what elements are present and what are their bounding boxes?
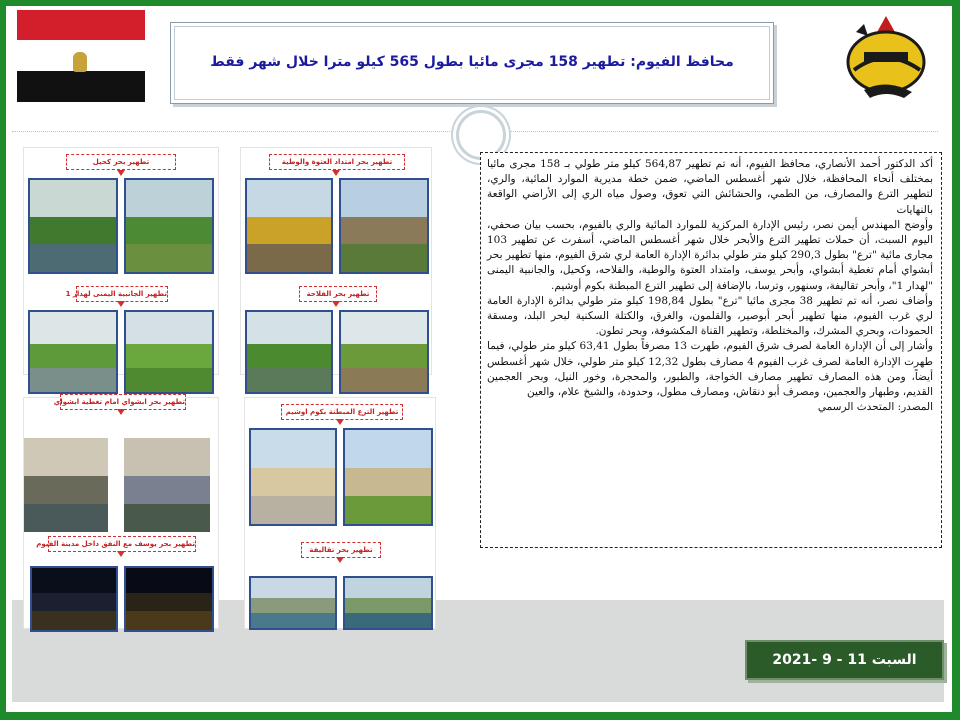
canal-photo (28, 310, 118, 394)
date-badge: السبت 11 - 9 -2021 (745, 640, 944, 680)
excavator-photo (339, 178, 429, 274)
photo-caption: تطهير الجانبية اليمنى لهدار 1 (76, 286, 168, 302)
canal-photo (124, 178, 214, 274)
photo-card-ibshway (24, 398, 218, 628)
divider-left (12, 131, 452, 132)
canal-photo (245, 310, 333, 394)
canal-photo (124, 438, 210, 532)
excavator-photo (343, 576, 433, 630)
photo-caption: تطهير بحر ابشواي امام تغطية ابشواي (60, 394, 186, 410)
article-paragraph: وأوضح المهندس أيمن نصر، رئيس الإدارة المركزية للموارد المائية والري بالفيوم، بحسب بيان صحفي، اليوم السبت، أن حملات تطهير الترع والأبحر خلال شهر أغسطس الماضي، أسفرت عن تطهير 103 مجارى مائية "ترع" بطول 290,3 كيلو متر طولي بدائرة الإدارة العامة لري شرق الفيوم، منها تطهير بحر أبشواي أمام تغطية أبشواي، وأبحر يوسف، وامتداد العتوة والوطية، والفلاحه، وكحيل، والجانبية اليمنى "لهدار 1"، وأبحر تقاليفة، وسنهور، وترسا، بالإضافة إلى تطهير الترع المبطنة بكوم أوشيم. (487, 218, 933, 292)
photo-caption: تطهير الترع المبطنة بكوم اوشيم (281, 404, 403, 420)
lined-canal-photo (343, 428, 433, 526)
article-source: المصدر: المتحدث الرسمي (817, 401, 933, 414)
canal-photo (339, 310, 429, 394)
page-title: محافظ الفيوم: تطهير 158 مجرى مائيا بطول 565 كيلو مترا خلال شهر فقط (210, 54, 734, 70)
article-paragraph: وأشار إلى أن الإدارة العامة لصرف شرق الفيوم، طهرت 13 مصرفاً بطول 63,41 كيلو متر طولي، فيما طهرت الإدارة العامة لصرف غرب الفيوم 4 مصارف بطول 12,32 كيلو متر طولي، خلال شهر أغسطس أيضاً، ومن هذه المصارف تطهير مصارف الخواجة، والطبور، والمحجرة، وخور النيل، وبحر العجمين القديم، وطبهار والعجمين، ومصرف أبو دنقاش، ومصارف مطول، وحدودة، والشيخ علام، والعين (487, 340, 933, 399)
article-paragraph: أكد الدكتور أحمد الأنصاري، محافظ الفيوم، أنه تم تطهير 564,87 كيلو متر طولي بـ 158 مجرى مائيا بمختلف أنحاء المحافظة، خلال شهر أغسطس الماضي، ضمن خطة مديرية الموارد المائية، والري، لتطهير الترع والمصارف، من الطمي، والحشائش التي تعوق، وصول مياه الري إلى الأراضي الواقعة بالنهايات (487, 158, 934, 216)
article-paragraph: وأضاف نصر، أنه تم تطهير 38 مجرى مائيا "ترع" بطول 198,84 كيلو متر طولي بدائرة الإدارة العامة لري غرب الفيوم، منها تطهير أبحر أبوصير، والقلمون، والغرق، والكتلة السكنية لبحر البلد، ومسقة الحمودات، وبحري المشرك، والمختلطة، وتطهير القناة المكشوفة، وبحر تطون. (487, 294, 933, 338)
photo-card-taqalifa (245, 398, 435, 628)
photo-caption: تطهير بحر الفلاحة (299, 286, 377, 302)
canal-photo (124, 310, 214, 394)
title-box (170, 22, 774, 104)
photo-caption: تطهير بحر كحيل (66, 154, 176, 170)
photo-caption: تطهير بحر تقاليفة (301, 542, 381, 558)
night-excavation-photo (30, 566, 118, 632)
lined-canal-photo (249, 428, 337, 526)
egypt-flag-icon (17, 10, 145, 102)
excavator-photo (249, 576, 337, 630)
night-excavation-photo (124, 566, 214, 632)
article-body (480, 152, 942, 548)
canal-photo (28, 178, 118, 274)
photo-card-atwa (241, 148, 431, 374)
photo-caption: تطهير بحر امتداد العتوة والوطية (269, 154, 405, 170)
excavator-photo (245, 178, 333, 274)
canal-photo (24, 438, 108, 532)
fayoum-governorate-logo-icon (834, 12, 938, 104)
divider-right (508, 131, 938, 132)
photo-card-kaheel (24, 148, 218, 374)
photo-caption: تطهير بحر يوسف مع النفق داخل مدينة الفيوم (48, 536, 196, 552)
